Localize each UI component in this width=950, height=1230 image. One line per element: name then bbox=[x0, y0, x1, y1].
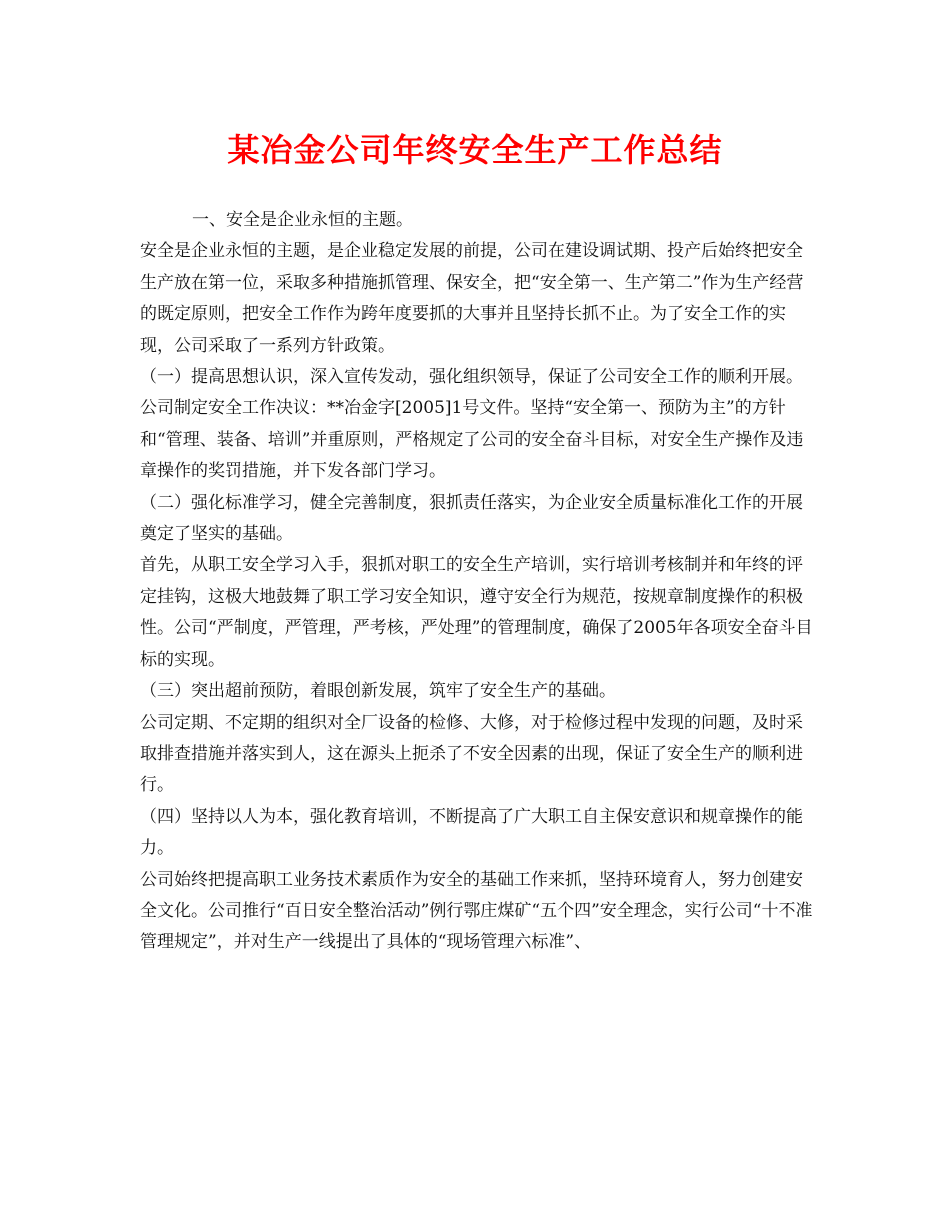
subsection-heading-2: （二）强化标准学习，健全完善制度，狠抓责任落实，为企业安全质量标准化工作的开展奠定了坚实的基础。 bbox=[140, 492, 803, 545]
section-heading-1: 一、安全是企业永恒的主题。 bbox=[192, 210, 413, 230]
subsection-heading-3: （三）突出超前预防，着眼创新发展，筑牢了安全生产的基础。 bbox=[140, 681, 616, 702]
subsection-heading-4: （四）坚持以人为本，强化教育培训，不断提高了广大职工自主保安意识和规章操作的能力。 bbox=[140, 806, 803, 859]
body-paragraph: 公司制定安全工作决议：**冶金字[2005]1号文件。坚持“安全第一、预防为主”的方针和“管理、装备、培训”并重原则，严格规定了公司的安全奋斗目标，对安全生产操作及违章操作的奖罚措施，并下发各部门学习。 bbox=[140, 398, 804, 482]
document-body bbox=[140, 205, 816, 959]
body-paragraph: 首先，从职工安全学习入手，狠抓对职工的安全生产培训，实行培训考核制并和年终的评定挂钩，这极大地鼓舞了职工学习安全知识，遵守安全行为规范，按规章制度操作的积极性。公司“严制度，严管理，严考核，严处理”的管理制度，确保了2005年各项安全奋斗目标的实现。 bbox=[140, 555, 813, 670]
document-title: 某冶金公司年终安全生产工作总结 bbox=[227, 131, 723, 169]
body-paragraph: 安全是企业永恒的主题，是企业稳定发展的前提，公司在建设调试期、投产后始终把安全生产放在第一位，采取多种措施抓管理、保安全，把“安全第一、生产第二”作为生产经营的既定原则，把安全工作作为跨年度要抓的大事并且坚持长抓不止。为了安全工作的实现，公司采取了一系列方针政策。 bbox=[140, 241, 804, 356]
body-paragraph: 公司定期、不定期的组织对全厂设备的检修、大修，对于检修过程中发现的问题，及时采取排查措施并落实到人，这在源头上扼杀了不安全因素的出现，保证了安全生产的顺利进行。 bbox=[140, 712, 803, 796]
body-paragraph: 公司始终把提高职工业务技术素质作为安全的基础工作来抓，坚持环境育人，努力创建安全文化。公司推行“百日安全整治活动”例行鄂庄煤矿“五个四”安全理念，实行公司“十不准管理规定”，并对生产一线提出了具体的“现场管理六标准”、 bbox=[140, 869, 813, 953]
subsection-heading-1: （一）提高思想认识，深入宣传发动，强化组织领导，保证了公司安全工作的顺利开展。 bbox=[140, 367, 803, 388]
